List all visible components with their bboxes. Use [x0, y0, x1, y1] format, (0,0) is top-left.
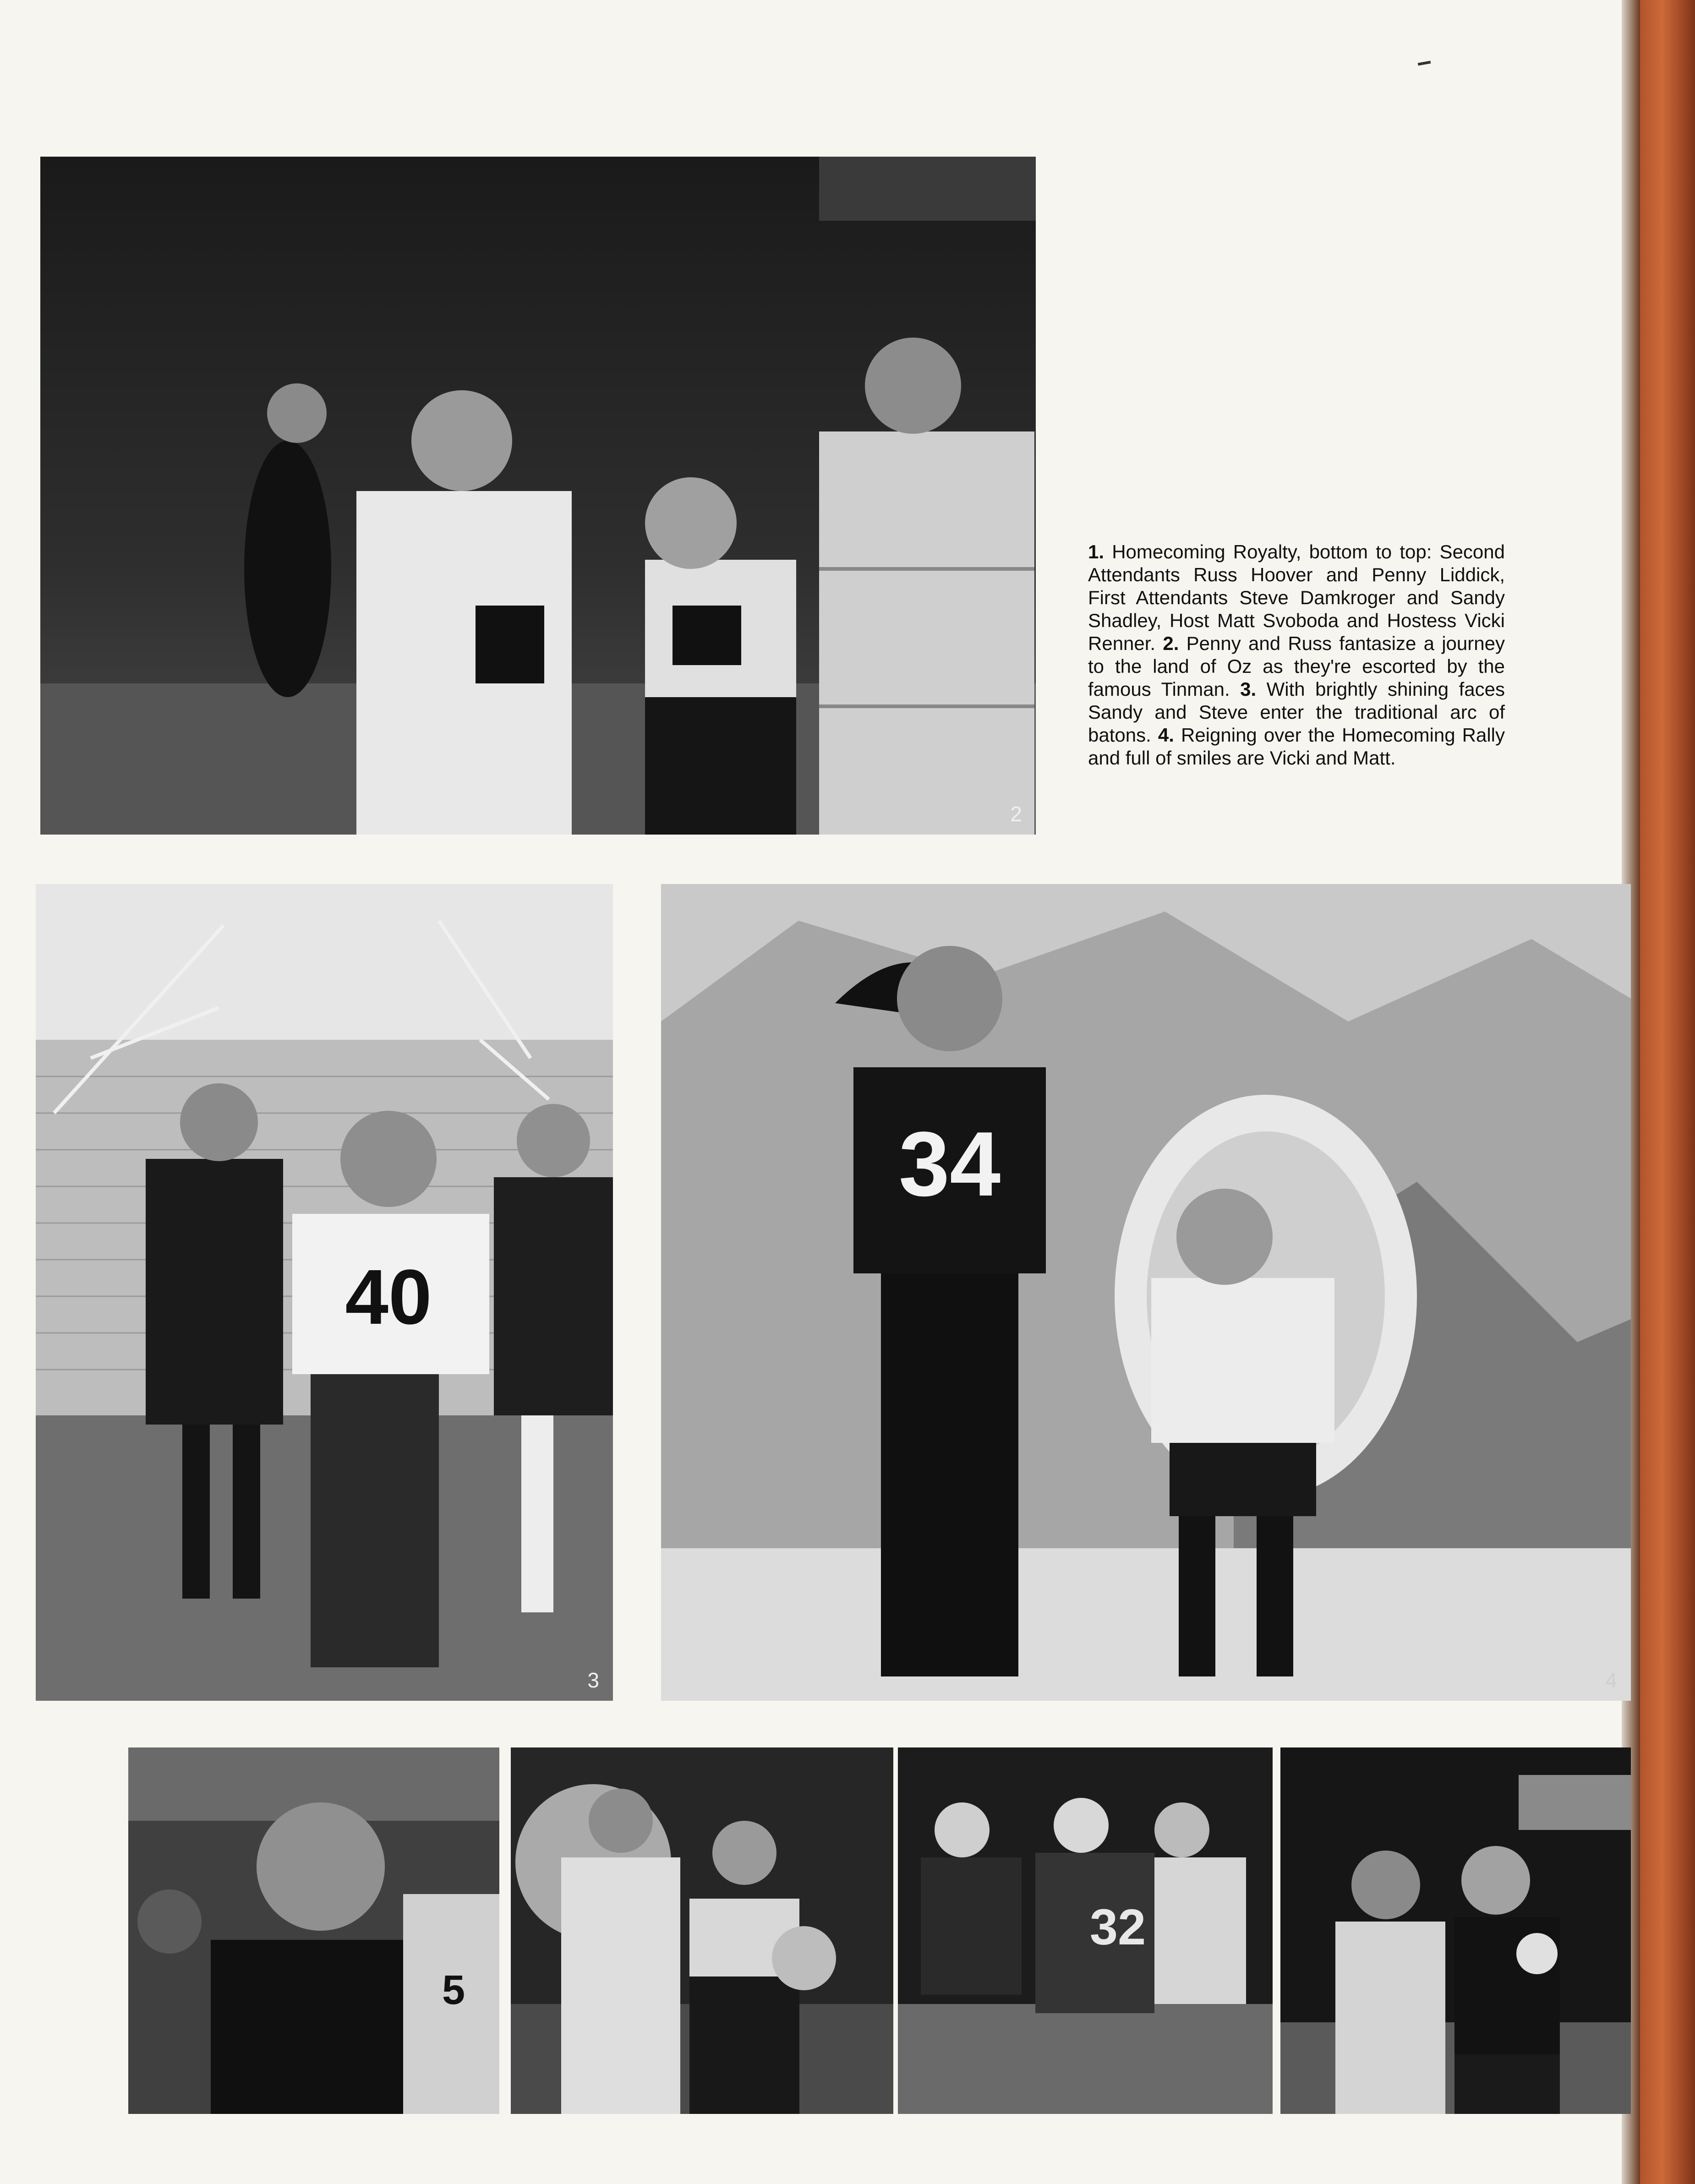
strip-photo-night-couple-image [1280, 1747, 1631, 2114]
caption-num-2: 2. [1163, 633, 1179, 654]
strip-photo-couple-flowers [511, 1747, 893, 2114]
strip-photo-crowd-jersey: 5 [442, 1967, 465, 2013]
caption-num-3: 3. [1240, 678, 1257, 700]
caption-num-4: 4. [1158, 724, 1174, 746]
photo-3-image [36, 884, 613, 1701]
caption-num-1: 1. [1088, 541, 1104, 562]
book-cover-edge [1640, 0, 1695, 2184]
photo-3-number: 3 [587, 1668, 599, 1692]
strip-photo-night-couple [1280, 1747, 1631, 2114]
photo-3-jersey-number: 40 [345, 1254, 432, 1341]
strip-photo-football-image [898, 1747, 1273, 2114]
photo-2-tinman-escort [40, 157, 1036, 835]
caption-text-4: Reigning over the Homecoming Rally and full of smiles are Vicki and Matt. [1088, 724, 1505, 769]
photo-4-image [661, 884, 1631, 1701]
photo-3-baton-arc [36, 884, 613, 1701]
strip-photo-football [898, 1747, 1273, 2114]
photo-4-jersey-number: 34 [898, 1113, 1001, 1215]
photo-4-number: 4 [1605, 1668, 1617, 1692]
photo-4-rally-throne [661, 884, 1631, 1701]
caption-text-1: Homecoming Royalty, bottom to top: Second Attendants Russ Hoover and Penny Liddick, First Attendants Steve Damkroger and Sandy Shadley, Host Matt Svoboda and Hostess Vicki Renner. [1088, 541, 1505, 654]
caption-text-3: With brightly shining faces Sandy and Steve enter the traditional arc of batons. [1088, 678, 1505, 746]
photo-2-image [40, 157, 1036, 835]
caption-text-2: Penny and Russ fantasize a journey to the land of Oz as they're escorted by the famous Tinman. [1088, 633, 1505, 700]
strip-photo-football-jersey: 32 [1089, 1899, 1146, 1955]
strip-photo-couple-flowers-image [511, 1747, 893, 2114]
photo-caption [1088, 541, 1505, 770]
photo-2-number: 2 [1010, 802, 1022, 826]
strip-photo-crowd-image [128, 1747, 499, 2114]
strip-photo-crowd [128, 1747, 499, 2114]
